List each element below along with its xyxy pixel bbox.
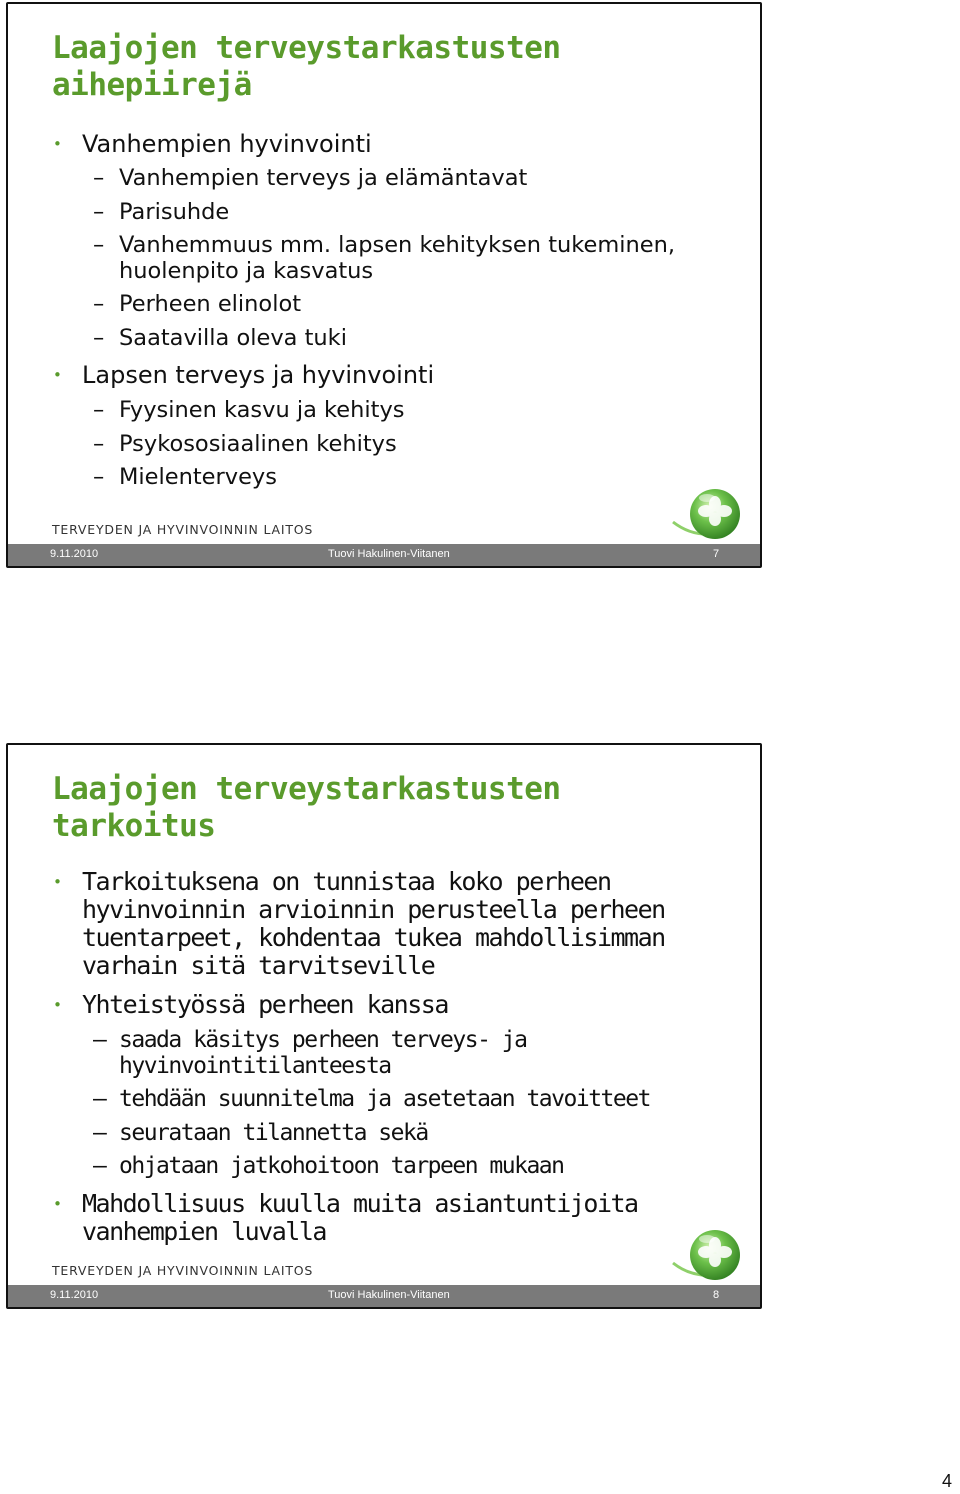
footer-author: Tuovi Hakulinen-Viitanen <box>328 1289 450 1301</box>
sub-bullet-item: – Vanhemmuus mm. lapsen kehityksen tukeminen, huolenpito ja kasvatus <box>119 232 675 284</box>
sub-bullet-item: – saada käsitys perheen terveys- ja hyvinvointitilanteesta <box>119 1027 526 1079</box>
bullet-item: • Yhteistyössä perheen kanssa <box>82 991 448 1019</box>
slide-footer <box>8 1285 760 1307</box>
sub-bullet-item: – Parisuhde <box>119 199 229 225</box>
slide-7 <box>6 2 762 568</box>
title-line: tarkoitus <box>52 808 216 844</box>
bullet-item: • Vanhempien hyvinvointi <box>82 131 372 157</box>
sub-bullet-item: – Psykososiaalinen kehitys <box>119 431 397 457</box>
slide-title <box>52 30 712 104</box>
slide-title <box>52 771 712 845</box>
green-clover-orb-icon <box>671 1219 747 1283</box>
slide-number: 8 <box>713 1289 720 1301</box>
title-line: Laajojen terveystarkastusten <box>52 771 561 807</box>
bullet-item: • Lapsen terveys ja hyvinvointi <box>82 362 434 388</box>
sub-bullet-item: – tehdään suunnitelma ja asetetaan tavoitteet <box>119 1086 650 1112</box>
footer-date: 9.11.2010 <box>50 1289 99 1301</box>
sub-bullet-item: – seurataan tilannetta sekä <box>119 1120 428 1146</box>
title-line: Laajojen terveystarkastusten <box>52 30 561 66</box>
footer-author: Tuovi Hakulinen-Viitanen <box>328 548 450 560</box>
sub-bullet-item: – ohjataan jatkohoitoon tarpeen mukaan <box>119 1153 564 1179</box>
green-clover-orb-icon <box>671 478 747 542</box>
sub-bullet-item: – Perheen elinolot <box>119 291 301 317</box>
sub-bullet-item: – Saatavilla oleva tuki <box>119 325 347 351</box>
sub-bullet-item: – Mielenterveys <box>119 464 277 490</box>
bullet-item: • Tarkoituksena on tunnistaa koko perheen hyvinvoinnin arvioinnin perusteella perheen tuentarpeet, kohdentaa tukea mahdollisimman varhain sitä tarvitseville <box>82 868 665 980</box>
sub-bullet-item: – Fyysinen kasvu ja kehitys <box>119 397 405 423</box>
footer-date: 9.11.2010 <box>50 548 99 560</box>
bullet-item: • Mahdollisuus kuulla muita asiantuntijoita vanhempien luvalla <box>82 1190 638 1246</box>
slide-8 <box>6 743 762 1309</box>
org-logo: TERVEYDEN JA HYVINVOINNIN LAITOS <box>52 1263 314 1278</box>
slide-footer <box>8 544 760 566</box>
slide-number: 7 <box>713 548 720 560</box>
title-line: aihepiirejä <box>52 67 252 103</box>
org-logo: TERVEYDEN JA HYVINVOINNIN LAITOS <box>52 522 314 537</box>
sub-bullet-item: – Vanhempien terveys ja elämäntavat <box>119 165 527 191</box>
page-number: 4 <box>941 1471 952 1491</box>
